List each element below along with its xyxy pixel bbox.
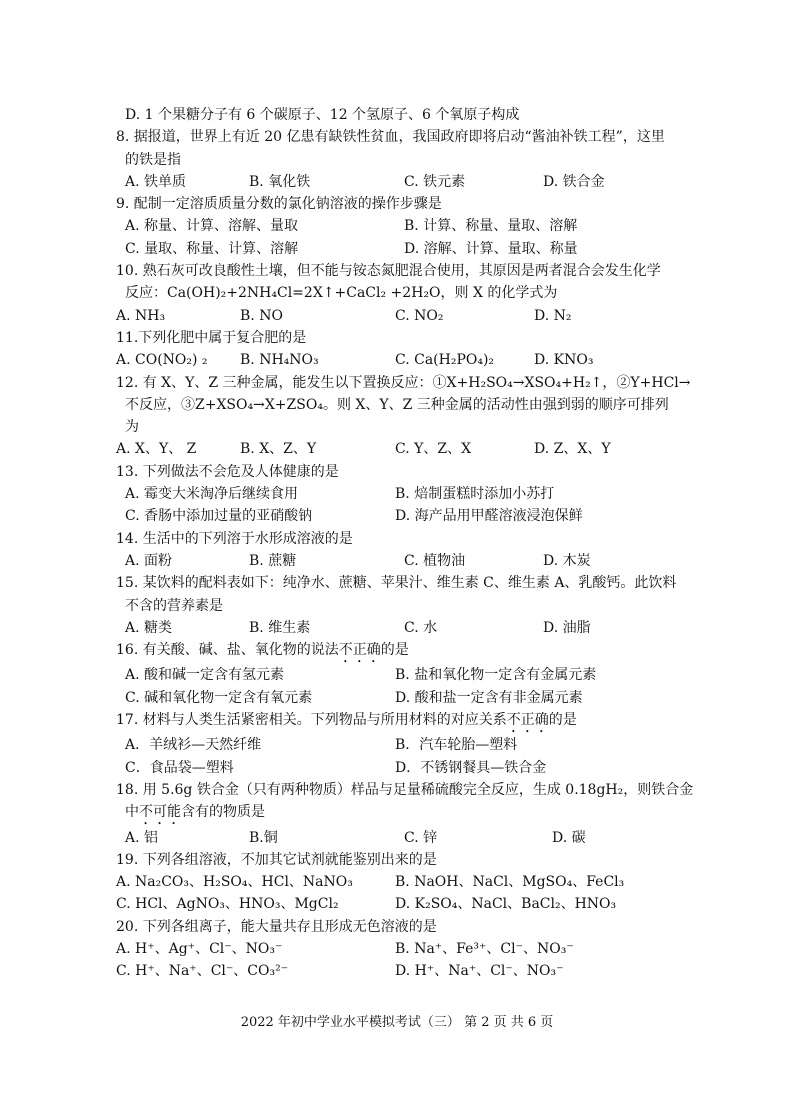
q16-options-row2 — [116, 687, 696, 709]
q17-stem-post: 的是 — [548, 712, 577, 729]
q7-option-d: D. 1 个果糖分子有 6 个碳原子、12 个氢原子、6 个氧原子构成 — [125, 107, 520, 123]
q14-options — [116, 550, 696, 572]
q18-option-a: A. 铝 — [125, 829, 159, 846]
q11-option-b: B. NH₄NO₃ — [240, 352, 319, 369]
q17-options-row1 — [116, 734, 696, 756]
q8-options — [116, 171, 696, 193]
q15-option-d: D. 油脂 — [543, 619, 591, 636]
q9-options-row1 — [116, 215, 696, 237]
q9-option-c: C. 量取、称量、计算、溶解 — [125, 240, 299, 257]
q10-stem-line2: 反应：Ca(OH)₂+2NH₄Cl=2X↑+CaCl₂ +2H₂O，则 X 的化学式为 — [125, 285, 558, 302]
q17-option-b: B．汽车轮胎—塑料 — [395, 737, 518, 754]
q17-option-c: C．食品袋—塑料 — [125, 759, 234, 776]
q12-option-c: C. Y、Z、X — [395, 441, 472, 458]
q11-option-a: A. CO(NO₂) ₂ — [116, 352, 208, 369]
q19-stem: 19. 下列各组溶液，不加其它试剂就能鉴别出来的是 — [116, 851, 437, 868]
q19-option-a: A. Na₂CO₃、H₂SO₄、HCl、NaNO₃ — [116, 874, 353, 891]
q16-stem-post: 的是 — [380, 642, 409, 659]
q20-option-a: A. H⁺、Ag⁺、Cl⁻、NO₃⁻ — [116, 940, 283, 957]
q9-option-a: A. 称量、计算、溶解、量取 — [125, 218, 299, 235]
q15-option-c: C. 水 — [404, 619, 438, 636]
q8-option-b: B. 氧化铁 — [249, 173, 311, 190]
q12-options — [116, 438, 696, 460]
q13-option-a: A. 霉变大米淘净后继续食用 — [125, 486, 299, 503]
q13-option-c: C. 香肠中添加过量的亚硝酸钠 — [125, 508, 313, 525]
q15-option-a: A. 糖类 — [125, 619, 173, 636]
q17-stem-pre: 17. 材料与人类生活紧密相关。下列物品与所用材料的对应关系 — [116, 712, 507, 729]
q13-stem: 13. 下列做法不会危及人体健康的是 — [116, 463, 339, 480]
q20-option-b: B. Na⁺、Fe³⁺、Cl⁻、NO₃⁻ — [395, 940, 574, 957]
q18-option-d: D. 碳 — [552, 829, 586, 846]
q12-option-b: B. X、Z、Y — [240, 441, 317, 458]
q11-option-c: C. Ca(H₂PO₄)₂ — [395, 352, 495, 369]
q9-options-row2 — [116, 238, 696, 260]
q9-option-d: D. 溶解、计算、量取、称量 — [404, 240, 578, 257]
q18-stem-post: 含有的物质是 — [181, 804, 265, 821]
q16-stem-pre: 16. 有关酸、碱、盐、氧化物的说法 — [116, 642, 339, 659]
q15-stem-line2: 不含的营养素是 — [125, 597, 223, 614]
q12-stem-line1: 12. 有 X、Y、Z 三种金属，能发生以下置换反应：①X+H₂SO₄→XSO₄+H₂↑，②Y+HCl→ — [116, 374, 691, 391]
q10-options — [116, 305, 696, 327]
q10-option-d: D. N₂ — [534, 307, 572, 324]
q11-stem: 11.下列化肥中属于复合肥的是 — [116, 329, 307, 346]
q13-option-b: B. 焙制蛋糕时添加小苏打 — [395, 486, 555, 503]
q20-option-d: D. H⁺、Na⁺、Cl⁻、NO₃⁻ — [395, 963, 564, 980]
q11-options — [116, 349, 696, 371]
q13-options-row1 — [116, 483, 696, 505]
q13-option-d: D. 海产品用甲醛溶液浸泡保鲜 — [395, 508, 583, 525]
q19-option-b: B. NaOH、NaCl、MgSO₄、FeCl₃ — [395, 874, 625, 891]
q16-option-a: A. 酸和碱一定含有氢元素 — [125, 667, 285, 684]
q16-option-c: C. 碱和氧化物一定含有氧元素 — [125, 689, 313, 706]
q10-stem-line1: 10. 熟石灰可改良酸性土壤，但不能与铵态氮肥混合使用，其原因是两者混合会发生化学 — [116, 263, 661, 280]
q14-option-b: B. 蔗糖 — [249, 552, 297, 569]
q16-option-b: B. 盐和氧化物一定含有金属元素 — [395, 667, 597, 684]
q13-options-row2 — [116, 505, 696, 527]
q19-option-d: D. K₂SO₄、NaCl、BaCl₂、HNO₃ — [395, 896, 617, 913]
q12-option-a: A. X、Y、 Z — [116, 441, 197, 458]
q10-option-b: B. NO — [240, 307, 283, 324]
q18-stem-emphasis: 不可能 — [139, 804, 181, 821]
q14-option-c: C. 植物油 — [404, 552, 466, 569]
q12-option-d: D. Z、X、Y — [534, 441, 611, 458]
q18-stem-line2 — [116, 801, 696, 823]
q20-options-row2 — [116, 960, 696, 982]
q20-stem: 20. 下列各组离子，能大量共存且形成无色溶液的是 — [116, 918, 437, 935]
q16-option-d: D. 酸和盐一定含有非金属元素 — [395, 689, 583, 706]
q17-option-a: A．羊绒衫—天然纤维 — [125, 737, 262, 754]
q16-stem-emphasis: 不正确 — [338, 642, 381, 659]
q8-stem-line1: 8. 据报道，世界上有近 20 亿患有缺铁性贫血，我国政府即将启动“酱油补铁工程”，这里 — [116, 129, 665, 146]
q9-option-b: B. 计算、称量、量取、溶解 — [404, 218, 578, 235]
q17-stem — [116, 709, 696, 731]
q18-option-c: C. 锌 — [404, 829, 438, 846]
q9-stem: 9. 配制一定溶质质量分数的氯化钠溶液的操作步骤是 — [116, 196, 442, 213]
q19-options-row2 — [116, 893, 696, 915]
q17-stem-emphasis: 不正确 — [506, 712, 549, 729]
q14-stem: 14. 生活中的下列溶于水形成溶液的是 — [116, 530, 353, 547]
q18-option-b: B.铜 — [249, 829, 278, 846]
q19-options-row1 — [116, 871, 696, 893]
q15-options — [116, 617, 696, 639]
q8-stem-line2: 的铁是指 — [125, 151, 181, 168]
q10-option-a: A. NH₃ — [116, 307, 166, 324]
q15-option-b: B. 维生素 — [249, 619, 311, 636]
q17-option-d: D．不锈钢餐具—铁合金 — [395, 759, 547, 776]
q8-option-d: D. 铁合金 — [543, 173, 605, 190]
q15-stem-line1: 15. 某饮料的配料表如下：纯净水、蔗糖、苹果汁、维生素 C、维生素 A、乳酸钙。此饮料 — [116, 575, 677, 592]
q20-options-row1 — [116, 938, 696, 960]
q20-option-c: C. H⁺、Na⁺、Cl⁻、CO₃²⁻ — [116, 963, 289, 980]
page-footer: 2022 年初中学业水平模拟考试（三） 第 2 页 共 6 页 — [240, 1015, 554, 1030]
q16-stem — [116, 639, 696, 661]
q18-options — [116, 827, 696, 849]
q14-option-d: D. 木炭 — [543, 552, 591, 569]
q11-option-d: D. KNO₃ — [534, 352, 594, 369]
q14-option-a: A. 面粉 — [125, 552, 173, 569]
q17-options-row2 — [116, 757, 696, 779]
q16-options-row1 — [116, 664, 696, 686]
q19-option-c: C. HCl、AgNO₃、HNO₃、MgCl₂ — [116, 896, 339, 913]
q10-option-c: C. NO₂ — [395, 307, 444, 324]
q12-stem-line2: 不反应，③Z+XSO₄→X+ZSO₄。则 X、Y、Z 三种金属的活动性由强到弱的顺序可排列 — [125, 396, 669, 413]
q8-option-a: A. 铁单质 — [125, 173, 187, 190]
q8-option-c: C. 铁元素 — [404, 173, 466, 190]
q18-stem-line1: 18. 用 5.6g 铁合金（只有两种物质）样品与足量稀硫酸完全反应，生成 0.18gH₂，则铁合金 — [116, 781, 694, 798]
q12-stem-line3: 为 — [125, 419, 139, 436]
exam-page — [116, 104, 696, 983]
q18-stem-pre: 中 — [125, 804, 139, 821]
